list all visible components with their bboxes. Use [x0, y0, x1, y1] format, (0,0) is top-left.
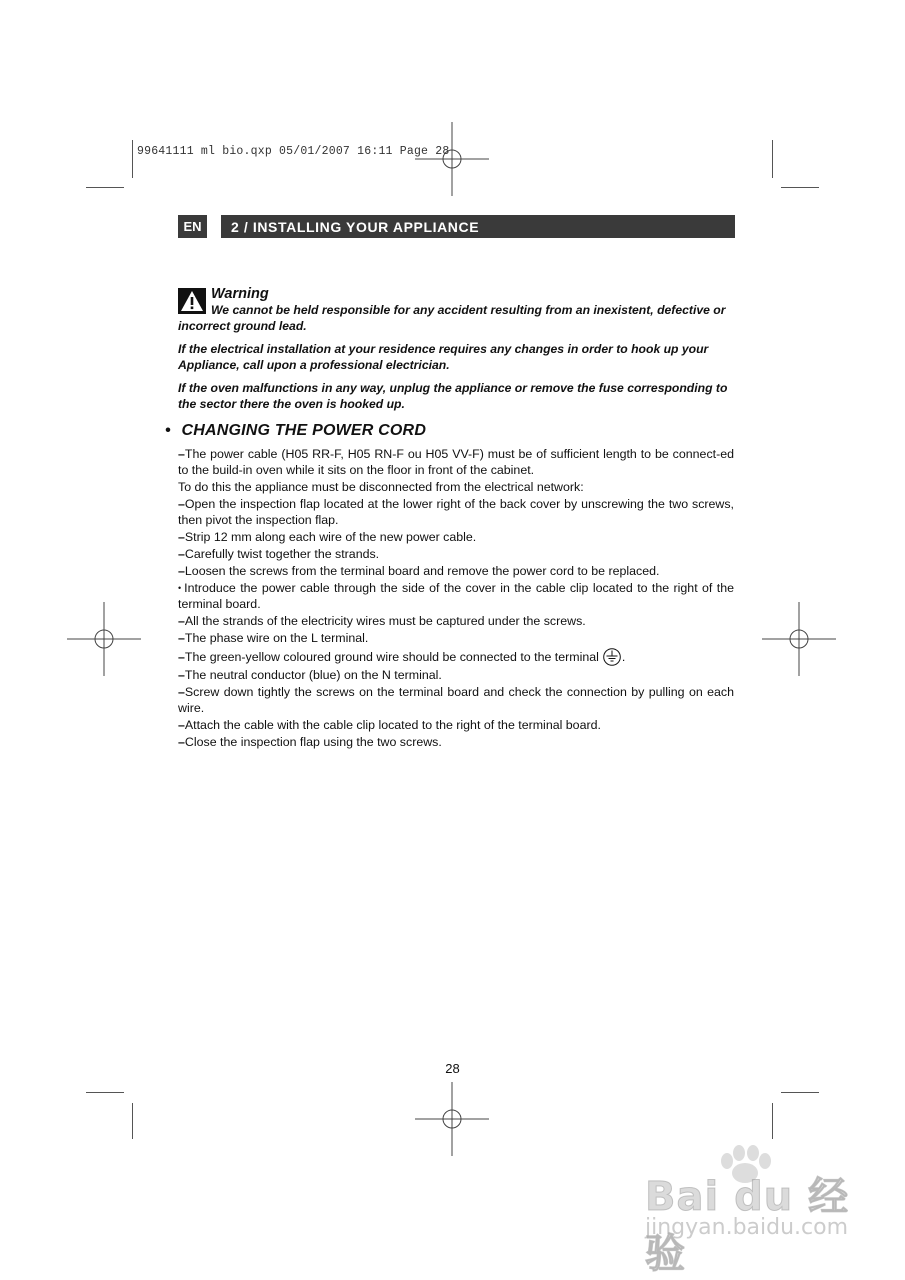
section-bullet: • — [165, 422, 171, 439]
crop-mark — [772, 1103, 773, 1139]
list-item — [178, 735, 734, 751]
item-text: Loosen the screws from the terminal board and remove the power cord to be replaced. — [184, 564, 660, 579]
crop-mark — [132, 1103, 133, 1139]
crop-mark — [86, 1092, 124, 1093]
item-text: The power cable (H05 RR-F, H05 RN-F ou H05 VV-F) must be of sufficient length to be connect-ed to the build-in oven while it sits on the floor in front of the cabinet. — [178, 447, 734, 477]
item-text: Screw down tightly the screws on the terminal board and check the connection by pulling on each wire. — [178, 685, 734, 715]
item-marker: – — [178, 614, 185, 629]
item-text: Introduce the power cable through the side of the cover in the cable clip located to the right of the terminal board. — [178, 581, 734, 611]
list-item — [178, 564, 734, 580]
page-number: 28 — [445, 1061, 460, 1076]
list-item — [178, 631, 734, 647]
section-title: CHANGING THE POWER CORD — [181, 422, 427, 439]
chapter-title: 2 / INSTALLING YOUR APPLIANCE — [231, 218, 480, 235]
list-item — [178, 581, 734, 612]
item-text: Close the inspection flap using the two screws. — [184, 735, 442, 750]
watermark — [645, 1145, 855, 1277]
language-badge: EN — [178, 215, 207, 238]
registration-mark-icon — [762, 602, 836, 676]
list-item — [178, 530, 734, 546]
item-marker: – — [178, 631, 185, 646]
item-marker: – — [178, 650, 185, 665]
chapter-header — [221, 215, 735, 238]
instruction-list — [178, 447, 734, 752]
list-item — [178, 685, 734, 716]
registration-mark-icon — [415, 122, 489, 196]
item-marker: – — [178, 735, 185, 750]
list-item — [178, 648, 734, 666]
item-text: Carefully twist together the strands. — [184, 546, 380, 561]
item-text: The neutral conductor (blue) on the N terminal. — [184, 668, 442, 683]
warning-paragraph: If the oven malfunctions in any way, unplug the appliance or remove the fuse corresponding to the sector there the oven is hooked up. — [178, 381, 728, 411]
warning-paragraph: We cannot be held responsible for any accident resulting from an inexistent, defective or incorrect ground lead. — [178, 303, 726, 333]
crop-mark — [132, 140, 133, 178]
warning-title: Warning — [211, 286, 269, 302]
item-marker: – — [178, 546, 185, 561]
item-marker: – — [178, 447, 185, 461]
crop-mark — [86, 187, 124, 188]
crop-mark — [781, 187, 819, 188]
item-marker: – — [178, 718, 185, 733]
list-item — [178, 447, 734, 478]
list-item — [178, 497, 734, 528]
item-marker: – — [178, 685, 185, 700]
item-text: Open the inspection flap located at the lower right of the back cover by unscrewing the two screws, then pivot the inspection flap. — [178, 496, 734, 527]
list-item — [178, 718, 734, 734]
print-slug: 99641111 ml bio.qxp 05/01/2007 16:11 Page 28 — [137, 145, 450, 158]
item-marker: – — [178, 496, 185, 511]
watermark-url: jingyan.baidu.com — [645, 1215, 849, 1240]
registration-mark-icon — [67, 602, 141, 676]
crop-mark — [781, 1092, 819, 1093]
item-text: Strip 12 mm along each wire of the new power cable. — [184, 529, 477, 544]
registration-mark-icon — [415, 1082, 489, 1156]
list-item — [178, 614, 734, 630]
item-text: The green-yellow coloured ground wire should be connected to the terminal — [184, 650, 599, 665]
item-text: All the strands of the electricity wires must be captured under the screws. — [184, 614, 586, 629]
list-item — [178, 480, 734, 496]
item-text: Attach the cable with the cable clip located to the right of the terminal board. — [184, 718, 601, 733]
ground-terminal-icon — [602, 648, 622, 666]
watermark-logo: Bai du 经验 — [645, 1174, 850, 1277]
crop-mark — [772, 140, 773, 178]
item-marker: – — [178, 668, 185, 683]
item-suffix: . — [621, 650, 626, 665]
warning-paragraph: If the electrical installation at your residence requires any changes in order to hook up your Appliance, call upon a professional electrician. — [178, 342, 709, 372]
section-heading — [165, 422, 426, 440]
list-item — [178, 668, 734, 684]
item-marker: – — [178, 529, 185, 544]
item-text: The phase wire on the L terminal. — [184, 631, 369, 646]
list-item — [178, 547, 734, 563]
item-marker: – — [178, 564, 185, 579]
item-text: To do this the appliance must be disconnected from the electrical network: — [178, 479, 584, 494]
item-marker: • — [178, 583, 182, 594]
